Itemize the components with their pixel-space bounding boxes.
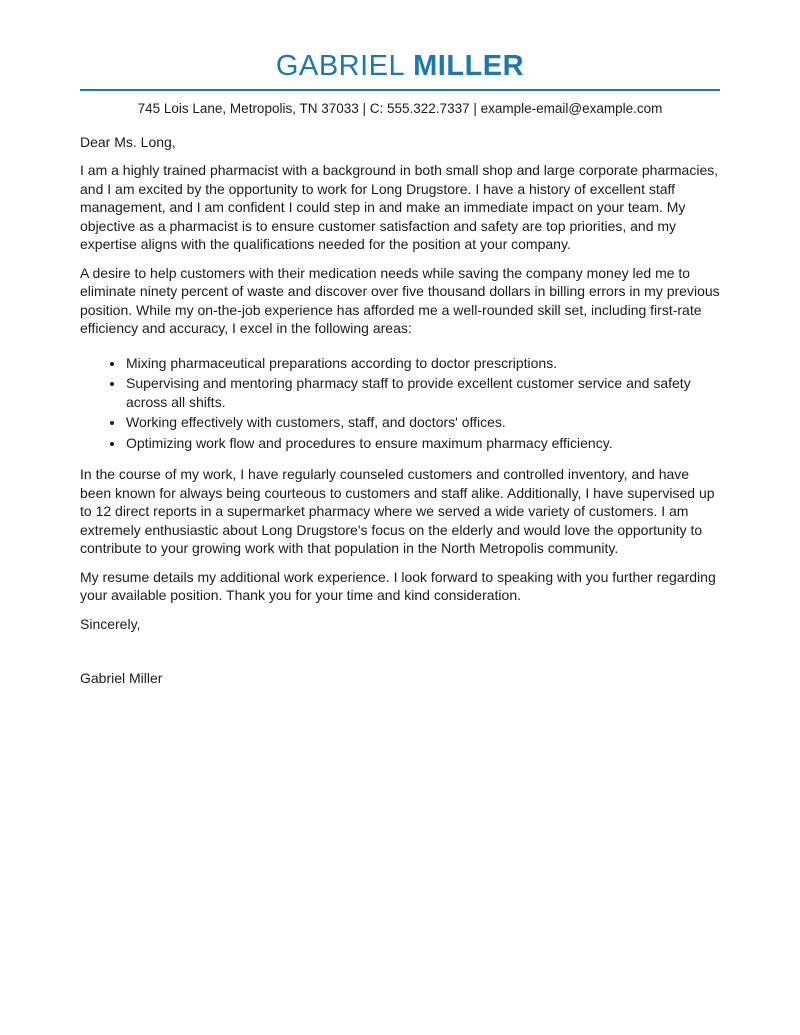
signature-name: Gabriel Miller	[80, 670, 163, 686]
skills-list-item: • Optimizing work flow and procedures to ensure maximum pharmacy efficiency.	[125, 434, 720, 453]
skills-list-item: • Mixing pharmaceutical preparations according to doctor prescriptions.	[125, 354, 720, 373]
salutation: Dear Ms. Long,	[80, 133, 176, 150]
closing-paragraph: My resume details my additional work experience. I look forward to speaking with you further regarding your available position. Thank you for your time and kind consideration.	[80, 568, 716, 603]
intro-paragraph: I am a highly trained pharmacist with a background in both small shop and large corporate pharmacies, and I am excited by the opportunity to work for Long Drugstore. I have a history of excellent staff management, and I am confident I could step in and make an immediate impact on your team. My objective as a pharmacist is to ensure customer satisfaction and safety are top priorities, and my expertise aligns with the qualifications needed for the position at your company.	[80, 162, 719, 252]
contact-info-line: 745 Lois Lane, Metropolis, TN 37033 | C: 555.322.7337 | example-email@example.com	[137, 101, 663, 116]
candidate-first-name: GABRIEL	[275, 50, 406, 82]
candidate-last-name: MILLER	[413, 50, 525, 82]
letter-body	[80, 133, 720, 688]
candidate-name	[80, 50, 720, 82]
accomplishments-paragraph: In the course of my work, I have regularly counseled customers and controlled inventory, and have been known for always being courteous to customers and staff alike. Additionally, I have supervised up to 12 direct reports in a supermarket pharmacy where we served a wide variety of customers. I am extremely enthusiastic about Long Drugstore's focus on the elderly and would love the opportunity to contribute to your growing work with that population in the North Metropolis community.	[80, 466, 715, 556]
signoff: Sincerely,	[80, 615, 141, 632]
skills-list	[80, 354, 720, 453]
skills-list-item: • Supervising and mentoring pharmacy staff to provide excellent customer service and safety across all shifts.	[125, 374, 720, 411]
skills-lead-in-paragraph: A desire to help customers with their medication needs while saving the company money led me to eliminate ninety percent of waste and discover over five thousand dollars in billing errors in my previous position. While my on-the-job experience has afforded me a well-rounded skill set, including first-rate efficiency and accuracy, I excel in the following areas:	[80, 264, 720, 336]
header-divider-rule	[80, 89, 720, 91]
skills-list-item: • Working effectively with customers, staff, and doctors' offices.	[125, 413, 720, 432]
letter-header	[80, 50, 720, 119]
